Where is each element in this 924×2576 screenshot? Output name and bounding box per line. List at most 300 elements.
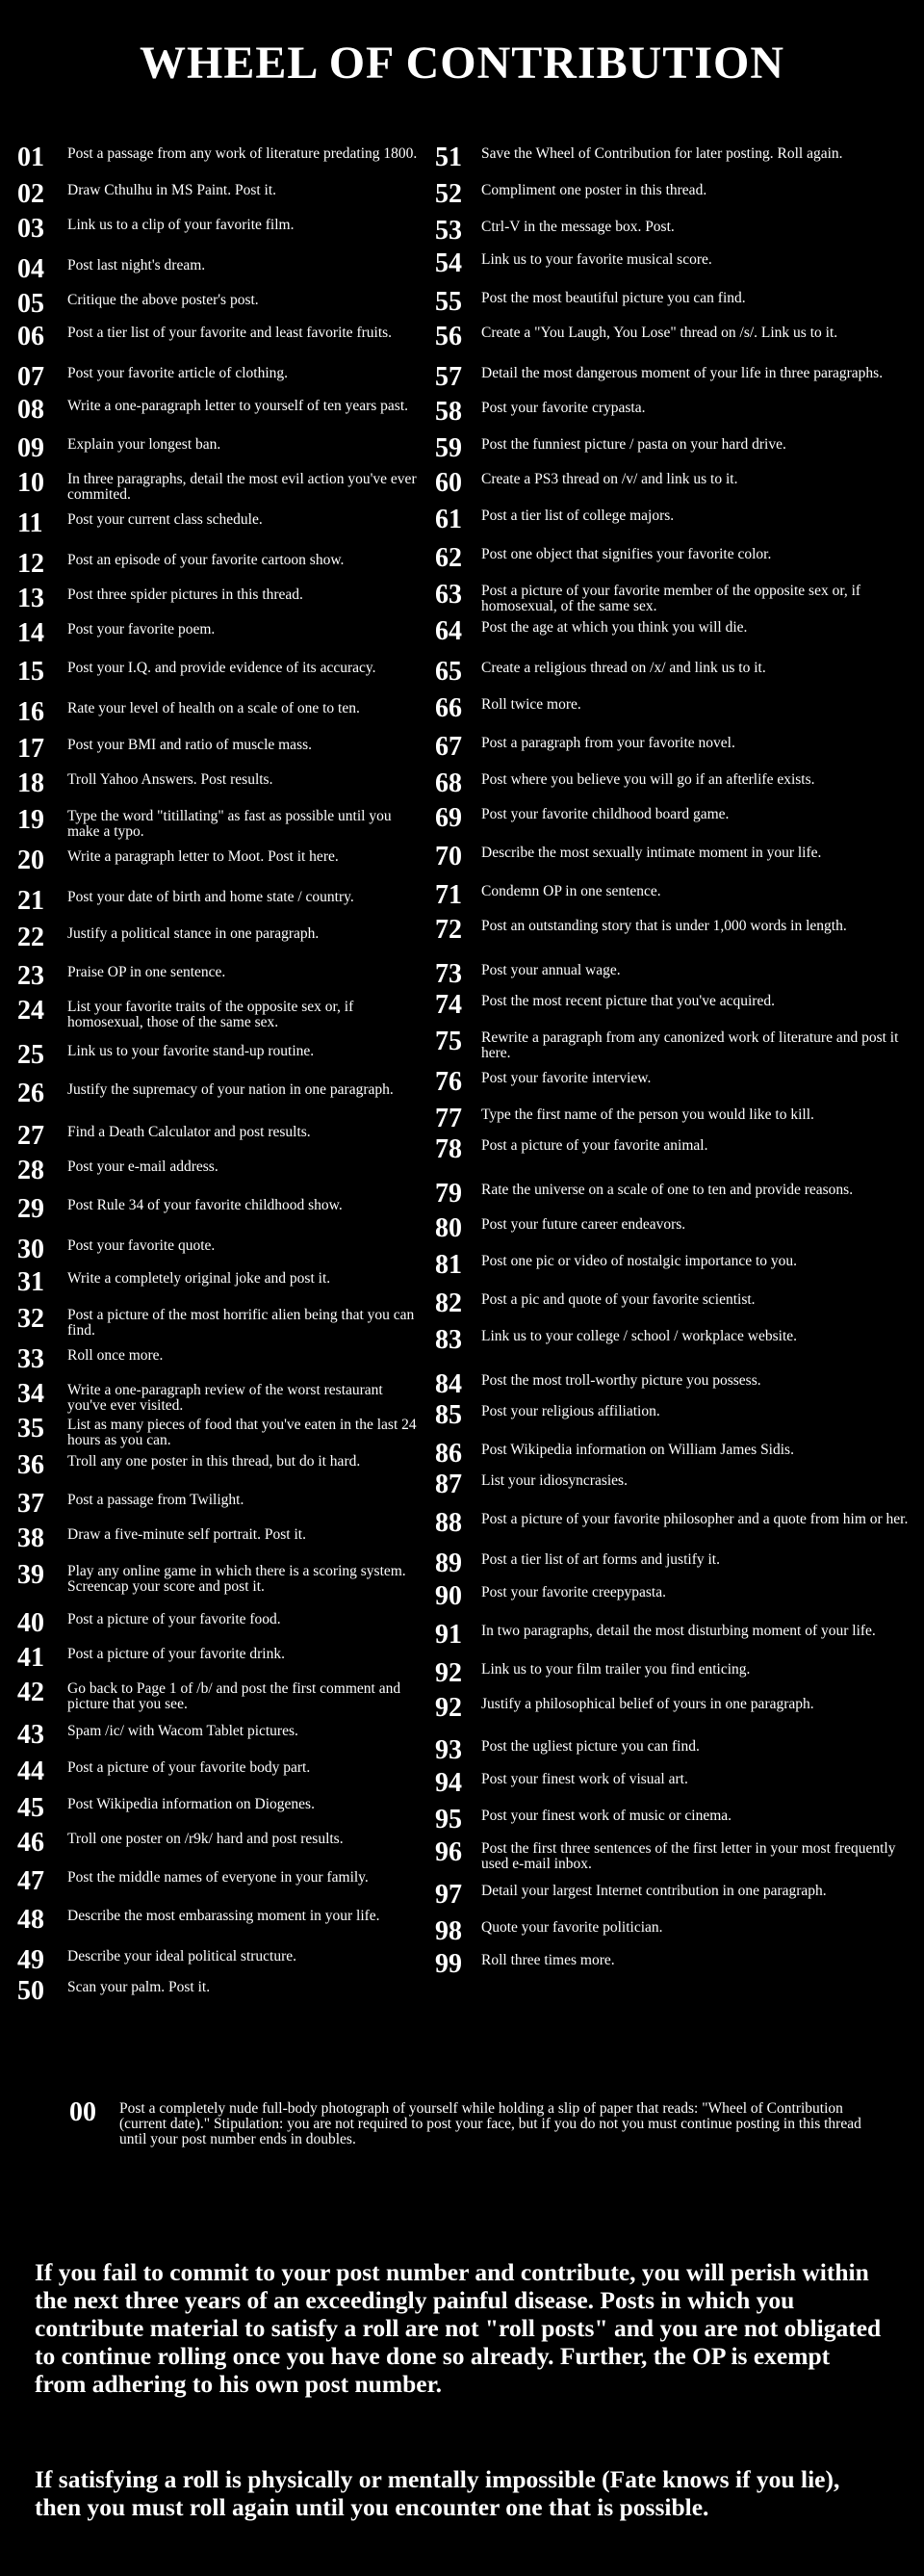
item-number: 22: [17, 923, 44, 952]
wheel-item-left-41: [17, 1645, 422, 1672]
wheel-item-right-17: [435, 734, 916, 761]
item-number: 26: [17, 1079, 44, 1108]
item-text: Condemn OP in one sentence.: [481, 883, 661, 899]
item-number: 13: [17, 584, 44, 613]
item-text: Post Rule 34 of your favorite childhood show.: [67, 1197, 343, 1213]
wheel-item-left-35: [17, 1416, 422, 1447]
item-number: 01: [17, 143, 44, 172]
wheel-item-left-13: [17, 585, 422, 612]
item-number: 08: [17, 395, 44, 425]
wheel-item-left-17: [17, 736, 422, 763]
item-number: 67: [435, 732, 462, 762]
item-text: Link us to your favorite stand-up routine.: [67, 1043, 315, 1059]
item-number: 44: [17, 1756, 44, 1786]
item-number: 57: [435, 362, 462, 392]
item-number: 85: [435, 1400, 462, 1430]
wheel-item-left-38: [17, 1525, 422, 1552]
item-text: Post a picture of your favorite philosopher and a quote from him or her.: [481, 1511, 909, 1527]
item-text: Post where you believe you will go if an afterlife exists.: [481, 771, 815, 788]
wheel-item-left-46: [17, 1830, 422, 1857]
item-text: Post the first three sentences of the first letter in your most frequently used e-mail inbox.: [481, 1840, 896, 1872]
item-number: 65: [435, 657, 462, 687]
item-number: 59: [435, 433, 462, 463]
wheel-item-right-37: [435, 1471, 916, 1498]
item-number: 02: [17, 179, 44, 209]
item-number: 76: [435, 1067, 462, 1097]
wheel-item-right-3: [435, 218, 916, 245]
item-number: 53: [435, 216, 462, 246]
item-text: Scan your palm. Post it.: [67, 1979, 211, 1995]
item-number: 81: [435, 1250, 462, 1280]
item-number: 48: [17, 1905, 44, 1935]
wheel-item-right-40: [435, 1583, 916, 1610]
item-text: Post the most beautiful picture you can find.: [481, 290, 746, 306]
item-text: Post the age at which you think you will die.: [481, 619, 748, 636]
wheel-item-right-35: [435, 1402, 916, 1429]
item-text: Type the first name of the person you would like to kill.: [481, 1106, 814, 1123]
wheel-item-right-11: [435, 507, 916, 533]
item-text: Post a completely nude full-body photograph of yourself while holding a slip of paper that reads: "Wheel of Contribution (current date)." Stipulation: you are not required to post your face, but if you do not you must continue posting in this thread until your post number ends in doubles.: [119, 2100, 861, 2147]
item-number: 87: [435, 1470, 462, 1499]
item-text: Draw Cthulhu in MS Paint. Post it.: [67, 182, 277, 198]
wheel-item-left-22: [17, 924, 422, 951]
item-text: Post your current class schedule.: [67, 511, 263, 528]
wheel-item-left-27: [17, 1123, 422, 1150]
item-text: Critique the above poster's post.: [67, 292, 259, 308]
item-number: 35: [17, 1414, 44, 1444]
wheel-item-right-32: [435, 1290, 916, 1317]
wheel-item-left-39: [17, 1562, 422, 1594]
wheel-item-right-21: [435, 882, 916, 909]
wheel-item-left-28: [17, 1158, 422, 1184]
item-number: 88: [435, 1508, 462, 1538]
wheel-item-left-40: [17, 1610, 422, 1637]
item-text: Link us to your favorite musical score.: [481, 251, 712, 268]
item-number: 77: [435, 1104, 462, 1133]
item-text: Describe the most embarassing moment in your life.: [67, 1908, 380, 1924]
item-number: 30: [17, 1235, 44, 1264]
wheel-item-left-32: [17, 1306, 422, 1338]
item-text: Post a passage from Twilight.: [67, 1492, 244, 1508]
wheel-item-left-16: [17, 699, 422, 726]
item-text: Draw a five-minute self portrait. Post it.: [67, 1526, 306, 1543]
wheel-item-left-25: [17, 1042, 422, 1069]
item-number: 62: [435, 543, 462, 573]
item-number: 46: [17, 1828, 44, 1858]
item-text: Post a picture of your favorite food.: [67, 1611, 281, 1627]
item-number: 92: [435, 1693, 462, 1723]
item-number: 16: [17, 697, 44, 727]
item-text: Post your favorite quote.: [67, 1237, 216, 1254]
item-number: 83: [435, 1325, 462, 1355]
wheel-item-right-43: [435, 1695, 916, 1722]
item-number: 79: [435, 1179, 462, 1209]
item-number: 68: [435, 768, 462, 798]
item-text: Post the middle names of everyone in your family.: [67, 1869, 369, 1886]
item-number: 36: [17, 1450, 44, 1480]
item-text: Post a tier list of your favorite and least favorite fruits.: [67, 325, 393, 341]
item-number: 04: [17, 254, 44, 284]
item-text: In three paragraphs, detail the most evil action you've ever commited.: [67, 471, 417, 503]
item-number: 89: [435, 1548, 462, 1578]
item-text: Post an outstanding story that is under 1,000 words in length.: [481, 918, 847, 934]
item-number: 40: [17, 1608, 44, 1638]
item-text: Post the ugliest picture you can find.: [481, 1738, 700, 1755]
item-number: 93: [435, 1735, 462, 1765]
item-text: Troll any one poster in this thread, but do it hard.: [67, 1453, 361, 1470]
special-item-00: [69, 2099, 868, 2147]
wheel-item-right-28: [435, 1136, 916, 1163]
wheel-item-right-7: [435, 364, 916, 391]
wheel-item-right-44: [435, 1737, 916, 1764]
wheel-item-right-4: [435, 250, 916, 277]
item-number: 11: [17, 508, 43, 538]
wheel-item-right-19: [435, 805, 916, 832]
wheel-item-right-29: [435, 1181, 916, 1208]
item-text: Post your finest work of visual art.: [481, 1771, 688, 1787]
item-text: Post your favorite article of clothing.: [67, 365, 288, 381]
item-text: Describe the most sexually intimate moment in your life.: [481, 845, 822, 861]
item-number: 03: [17, 214, 44, 244]
item-number: 91: [435, 1620, 462, 1650]
item-number: 99: [435, 1949, 462, 1979]
item-number: 74: [435, 990, 462, 1020]
item-text: Justify the supremacy of your nation in one paragraph.: [67, 1081, 394, 1098]
item-text: Post your favorite interview.: [481, 1070, 652, 1086]
wheel-item-left-12: [17, 551, 422, 578]
wheel-item-right-10: [435, 470, 916, 497]
item-number: 23: [17, 961, 44, 991]
wheel-item-left-6: [17, 324, 422, 351]
item-text: Justify a philosophical belief of yours in one paragraph.: [481, 1696, 814, 1712]
item-number: 95: [435, 1805, 462, 1834]
item-text: Post a picture of the most horrific alien being that you can find.: [67, 1307, 415, 1339]
item-number: 52: [435, 179, 462, 209]
item-text: Post an episode of your favorite cartoon show.: [67, 552, 345, 568]
item-number: 43: [17, 1720, 44, 1750]
item-number: 49: [17, 1945, 44, 1975]
item-number: 09: [17, 433, 44, 463]
item-number: 70: [435, 842, 462, 872]
item-text: Troll one poster on /r9k/ hard and post results.: [67, 1831, 344, 1847]
wheel-item-left-10: [17, 470, 422, 502]
item-text: Link us to a clip of your favorite film.: [67, 217, 295, 233]
item-text: Rate your level of health on a scale of one to ten.: [67, 700, 360, 716]
item-text: Explain your longest ban.: [67, 436, 221, 453]
item-text: Roll twice more.: [481, 696, 581, 713]
wheel-item-left-49: [17, 1947, 422, 1974]
item-text: Post your favorite crypasta.: [481, 400, 646, 416]
item-text: Create a PS3 thread on /v/ and link us to it.: [481, 471, 738, 487]
wheel-item-left-19: [17, 807, 422, 839]
item-text: List your idiosyncrasies.: [481, 1472, 628, 1489]
wheel-item-left-15: [17, 659, 422, 686]
wheel-item-right-12: [435, 545, 916, 572]
item-text: Post a tier list of college majors.: [481, 507, 675, 524]
wheel-item-right-25: [435, 1028, 916, 1060]
item-text: Post one pic or video of nostalgic importance to you.: [481, 1253, 798, 1269]
wheel-item-right-48: [435, 1882, 916, 1909]
item-number: 47: [17, 1866, 44, 1896]
wheel-item-left-21: [17, 888, 422, 915]
item-number: 20: [17, 846, 44, 875]
footer-paragraph-warning: If you fail to commit to your post number and contribute, you will perish within the next three years of an exceedingly painful disease. Posts in which you contribute material to satisfy a roll are not "roll posts" and you are not obligated to continue rolling once you have done so already. Further, the OP is exempt from adhering to his own post number.: [35, 2258, 882, 2398]
wheel-item-right-13: [435, 582, 916, 613]
item-number: 19: [17, 805, 44, 835]
item-number: 96: [435, 1837, 462, 1867]
wheel-item-left-48: [17, 1907, 422, 1934]
wheel-item-right-45: [435, 1770, 916, 1797]
item-text: Post your annual wage.: [481, 962, 621, 978]
item-number: 27: [17, 1121, 44, 1151]
wheel-item-right-27: [435, 1106, 916, 1132]
wheel-item-left-42: [17, 1679, 422, 1711]
item-number: 00: [69, 2097, 96, 2127]
wheel-item-right-1: [435, 144, 916, 171]
item-text: List your favorite traits of the opposite sex or, if homosexual, those of the same sex.: [67, 999, 354, 1030]
item-text: Post your favorite poem.: [67, 621, 216, 637]
wheel-item-right-34: [435, 1371, 916, 1398]
item-number: 60: [435, 468, 462, 498]
wheel-item-right-38: [435, 1510, 916, 1537]
wheel-item-right-26: [435, 1069, 916, 1096]
wheel-item-right-6: [435, 324, 916, 351]
item-number: 90: [435, 1581, 462, 1611]
item-number: 05: [17, 289, 44, 319]
item-number: 63: [435, 580, 462, 610]
item-text: Link us to your college / school / workplace website.: [481, 1328, 798, 1344]
wheel-item-right-20: [435, 844, 916, 871]
wheel-item-left-37: [17, 1491, 422, 1518]
wheel-item-left-3: [17, 216, 422, 243]
item-number: 33: [17, 1344, 44, 1374]
wheel-item-right-47: [435, 1839, 916, 1871]
item-number: 15: [17, 657, 44, 687]
item-text: Post a paragraph from your favorite novel.: [481, 735, 735, 751]
item-text: Post the funniest picture / pasta on your hard drive.: [481, 436, 786, 453]
item-number: 29: [17, 1194, 44, 1224]
item-number: 94: [435, 1768, 462, 1798]
item-text: Create a "You Laugh, You Lose" thread on /s/. Link us to it.: [481, 325, 838, 341]
page-title: WHEEL OF CONTRIBUTION: [139, 38, 784, 89]
wheel-item-right-14: [435, 618, 916, 645]
item-number: 98: [435, 1916, 462, 1946]
wheel-item-left-44: [17, 1758, 422, 1785]
wheel-item-left-18: [17, 770, 422, 797]
item-number: 61: [435, 505, 462, 534]
item-text: Write a paragraph letter to Moot. Post it here.: [67, 848, 339, 865]
item-text: Post a tier list of art forms and justify it.: [481, 1551, 720, 1568]
wheel-item-right-22: [435, 917, 916, 944]
item-number: 80: [435, 1213, 462, 1243]
item-text: In two paragraphs, detail the most disturbing moment of your life.: [481, 1623, 876, 1639]
wheel-item-right-39: [435, 1550, 916, 1577]
wheel-item-right-18: [435, 770, 916, 797]
item-text: Post your favorite creepypasta.: [481, 1584, 666, 1600]
item-number: 54: [435, 248, 462, 278]
wheel-item-right-5: [435, 289, 916, 316]
item-text: Post your e-mail address.: [67, 1158, 218, 1175]
item-number: 50: [17, 1976, 44, 2006]
item-text: Roll three times more.: [481, 1952, 615, 1968]
wheel-item-left-31: [17, 1269, 422, 1296]
item-text: Post the most troll-worthy picture you possess.: [481, 1372, 761, 1389]
item-number: 92: [435, 1658, 462, 1688]
wheel-item-left-7: [17, 364, 422, 391]
wheel-item-left-2: [17, 181, 422, 208]
item-text: Create a religious thread on /x/ and link us to it.: [481, 660, 766, 676]
wheel-item-left-47: [17, 1868, 422, 1895]
wheel-item-right-46: [435, 1807, 916, 1834]
item-text: Link us to your film trailer you find enticing.: [481, 1661, 751, 1678]
item-number: 07: [17, 362, 44, 392]
item-number: 71: [435, 880, 462, 910]
wheel-item-right-24: [435, 992, 916, 1019]
wheel-item-right-30: [435, 1215, 916, 1242]
item-text: Praise OP in one sentence.: [67, 964, 226, 980]
item-text: Post a passage from any work of literature predating 1800.: [67, 145, 418, 162]
wheel-item-left-33: [17, 1346, 422, 1373]
item-text: Quote your favorite politician.: [481, 1919, 663, 1936]
item-text: Post your favorite childhood board game.: [481, 806, 730, 822]
wheel-item-left-45: [17, 1795, 422, 1822]
item-text: Post a pic and quote of your favorite scientist.: [481, 1291, 756, 1308]
item-text: Find a Death Calculator and post results.: [67, 1124, 311, 1140]
item-text: Post your religious affiliation.: [481, 1403, 660, 1419]
wheel-item-right-15: [435, 659, 916, 686]
item-text: Save the Wheel of Contribution for later posting. Roll again.: [481, 145, 843, 162]
item-number: 42: [17, 1678, 44, 1707]
item-number: 41: [17, 1643, 44, 1673]
item-number: 21: [17, 886, 44, 916]
wheel-item-left-23: [17, 963, 422, 990]
item-number: 72: [435, 915, 462, 945]
item-number: 32: [17, 1304, 44, 1334]
item-number: 73: [435, 959, 462, 989]
wheel-item-right-41: [435, 1622, 916, 1649]
item-text: Post a picture of your favorite body part.: [67, 1759, 311, 1776]
item-text: Spam /ic/ with Wacom Tablet pictures.: [67, 1723, 298, 1739]
wheel-item-left-20: [17, 847, 422, 874]
wheel-item-right-16: [435, 695, 916, 722]
wheel-item-left-8: [17, 397, 422, 424]
item-text: Rate the universe on a scale of one to ten and provide reasons.: [481, 1182, 854, 1198]
item-text: Post three spider pictures in this thread.: [67, 586, 303, 603]
wheel-item-right-33: [435, 1327, 916, 1354]
wheel-item-left-24: [17, 998, 422, 1029]
wheel-item-left-34: [17, 1381, 422, 1413]
wheel-item-left-11: [17, 510, 422, 537]
item-number: 18: [17, 768, 44, 798]
wheel-item-left-29: [17, 1196, 422, 1223]
item-text: Post your BMI and ratio of muscle mass.: [67, 737, 313, 753]
wheel-item-left-9: [17, 435, 422, 462]
item-number: 24: [17, 996, 44, 1026]
wheel-item-left-14: [17, 620, 422, 647]
wheel-item-right-9: [435, 435, 916, 462]
wheel-item-left-26: [17, 1080, 422, 1107]
item-number: 84: [435, 1369, 462, 1399]
item-number: 12: [17, 549, 44, 579]
wheel-item-right-42: [435, 1660, 916, 1687]
item-number: 28: [17, 1156, 44, 1185]
item-text: Post the most recent picture that you've acquired.: [481, 993, 775, 1009]
item-text: Post one object that signifies your favorite color.: [481, 546, 772, 562]
item-number: 97: [435, 1880, 462, 1910]
item-number: 38: [17, 1523, 44, 1553]
wheel-item-right-8: [435, 399, 916, 426]
item-number: 86: [435, 1439, 462, 1469]
item-text: Post your future career endeavors.: [481, 1216, 686, 1233]
wheel-item-left-43: [17, 1722, 422, 1749]
item-number: 69: [435, 803, 462, 833]
wheel-item-left-36: [17, 1452, 422, 1479]
item-number: 37: [17, 1489, 44, 1519]
item-number: 34: [17, 1379, 44, 1409]
item-text: List as many pieces of food that you've eaten in the last 24 hours as you can.: [67, 1417, 417, 1448]
item-number: 17: [17, 734, 44, 764]
item-text: Compliment one poster in this thread.: [481, 182, 707, 198]
item-number: 06: [17, 322, 44, 351]
wheel-item-right-36: [435, 1441, 916, 1468]
wheel-item-left-5: [17, 291, 422, 318]
item-number: 25: [17, 1040, 44, 1070]
item-text: Describe your ideal political structure.: [67, 1948, 297, 1965]
item-text: Rewrite a paragraph from any canonized work of literature and post it here.: [481, 1029, 899, 1061]
item-number: 82: [435, 1288, 462, 1318]
wheel-item-left-50: [17, 1978, 422, 2005]
item-text: Post last night's dream.: [67, 257, 206, 273]
item-text: Post a picture of your favorite drink.: [67, 1646, 285, 1662]
item-text: Detail your largest Internet contribution in one paragraph.: [481, 1883, 827, 1899]
item-number: 55: [435, 287, 462, 317]
item-text: Post your finest work of music or cinema.: [481, 1808, 732, 1824]
item-text: Go back to Page 1 of /b/ and post the first comment and picture that you see.: [67, 1680, 401, 1712]
item-text: Post your I.Q. and provide evidence of its accuracy.: [67, 660, 376, 676]
item-number: 78: [435, 1134, 462, 1164]
item-text: Justify a political stance in one paragraph.: [67, 925, 320, 942]
item-number: 14: [17, 618, 44, 648]
item-number: 31: [17, 1267, 44, 1297]
item-number: 51: [435, 143, 462, 172]
item-text: Post your date of birth and home state / country.: [67, 889, 354, 905]
item-number: 75: [435, 1027, 462, 1056]
wheel-item-right-2: [435, 181, 916, 208]
item-number: 56: [435, 322, 462, 351]
item-number: 10: [17, 468, 44, 498]
footer-paragraph-reroll: If satisfying a roll is physically or mentally impossible (Fate knows if you lie), then you must roll again until you encounter one that is possible.: [35, 2465, 840, 2521]
wheel-item-left-4: [17, 256, 422, 283]
item-text: Post Wikipedia information on Diogenes.: [67, 1796, 315, 1812]
wheel-item-left-1: [17, 144, 422, 171]
item-text: Ctrl-V in the message box. Post.: [481, 219, 675, 235]
item-text: Write a one-paragraph letter to yourself of ten years past.: [67, 398, 409, 414]
item-text: Post Wikipedia information on William James Sidis.: [481, 1442, 794, 1458]
item-text: Play any online game in which there is a scoring system. Screencap your score and post it.: [67, 1563, 406, 1595]
item-number: 39: [17, 1560, 44, 1590]
wheel-item-right-31: [435, 1252, 916, 1279]
wheel-item-right-23: [435, 961, 916, 988]
item-number: 45: [17, 1793, 44, 1823]
item-text: Detail the most dangerous moment of your life in three paragraphs.: [481, 365, 884, 381]
wheel-item-left-30: [17, 1236, 422, 1263]
item-number: 64: [435, 616, 462, 646]
item-text: Troll Yahoo Answers. Post results.: [67, 771, 273, 788]
item-text: Roll once more.: [67, 1347, 164, 1364]
item-number: 66: [435, 693, 462, 723]
wheel-item-right-50: [435, 1951, 916, 1978]
item-text: Post a picture of your favorite animal.: [481, 1137, 708, 1154]
